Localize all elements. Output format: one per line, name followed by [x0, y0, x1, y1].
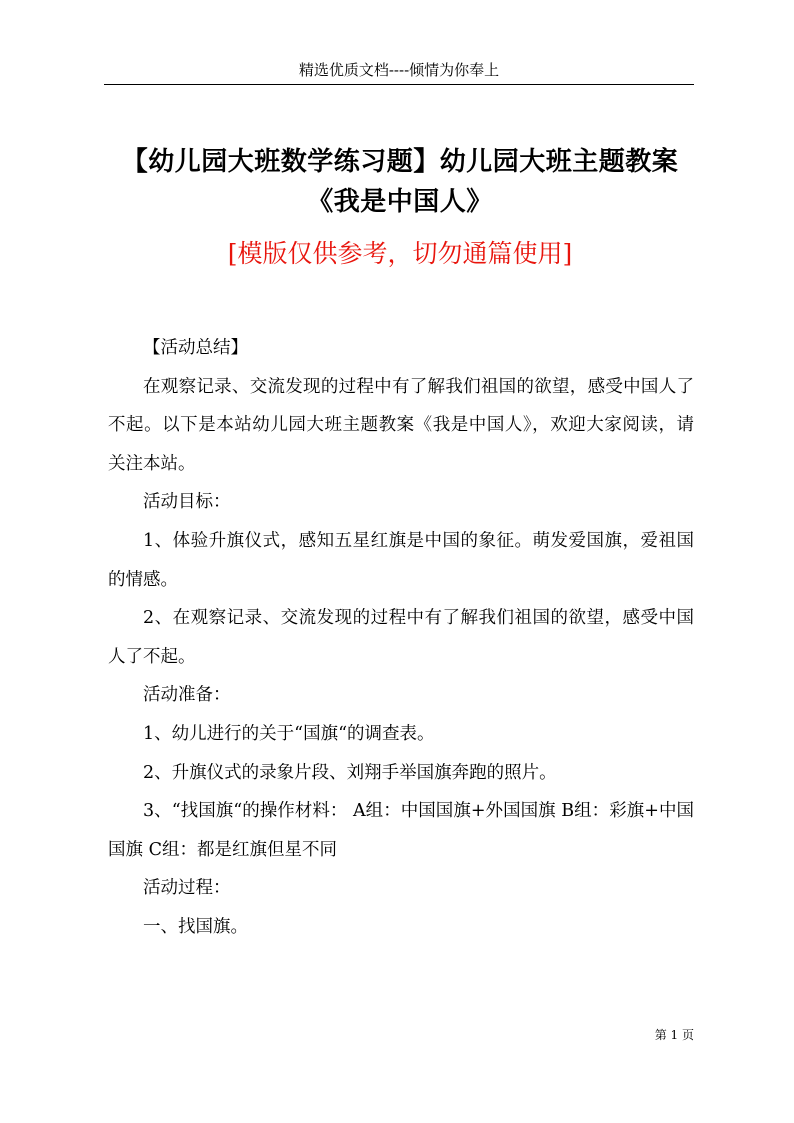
goal-item-1: 1、体验升旗仪式，感知五星红旗是中国的象征。萌发爱国旗，爱祖国的情感。	[108, 530, 694, 590]
section-heading-summary: 【活动总结】	[143, 338, 248, 358]
preparation-item-1: 1、幼儿进行的关于“国旗“的调查表。	[143, 723, 435, 744]
section-heading-preparation: 活动准备：	[143, 685, 231, 706]
page-header	[104, 56, 694, 85]
header-text: 精选优质文档----倾情为你奉上	[298, 61, 500, 79]
preparation-item-2: 2、升旗仪式的录象片段、刘翔手举国旗奔跑的照片。	[143, 762, 557, 783]
goal-item-2: 2、在观察记录、交流发现的过程中有了解我们祖国的欲望，感受中国人了不起。	[108, 608, 694, 667]
section-heading-goals: 活动目标：	[143, 492, 231, 513]
document-body	[108, 329, 694, 947]
template-notice: [模版仅供参考，切勿通篇使用]	[227, 239, 573, 268]
paragraph-intro: 在观察记录、交流发现的过程中有了解我们祖国的欲望，感受中国人了不起。以下是本站幼儿园大班主题教案《我是中国人》，欢迎大家阅读，请关注本站。	[108, 376, 694, 474]
page-number: 第 1 页	[654, 1028, 694, 1042]
section-heading-process: 活动过程：	[143, 878, 231, 899]
preparation-item-3: 3、“找国旗“的操作材料： A组：中国国旗+外国国旗 B组：彩旗+中国国旗 C组：都是红旗但星不同	[108, 801, 694, 860]
document-title: 【幼儿园大班数学练习题】幼儿园大班主题教案《我是中国人》	[121, 147, 679, 217]
process-step-1: 一、找国旗。	[143, 916, 248, 937]
